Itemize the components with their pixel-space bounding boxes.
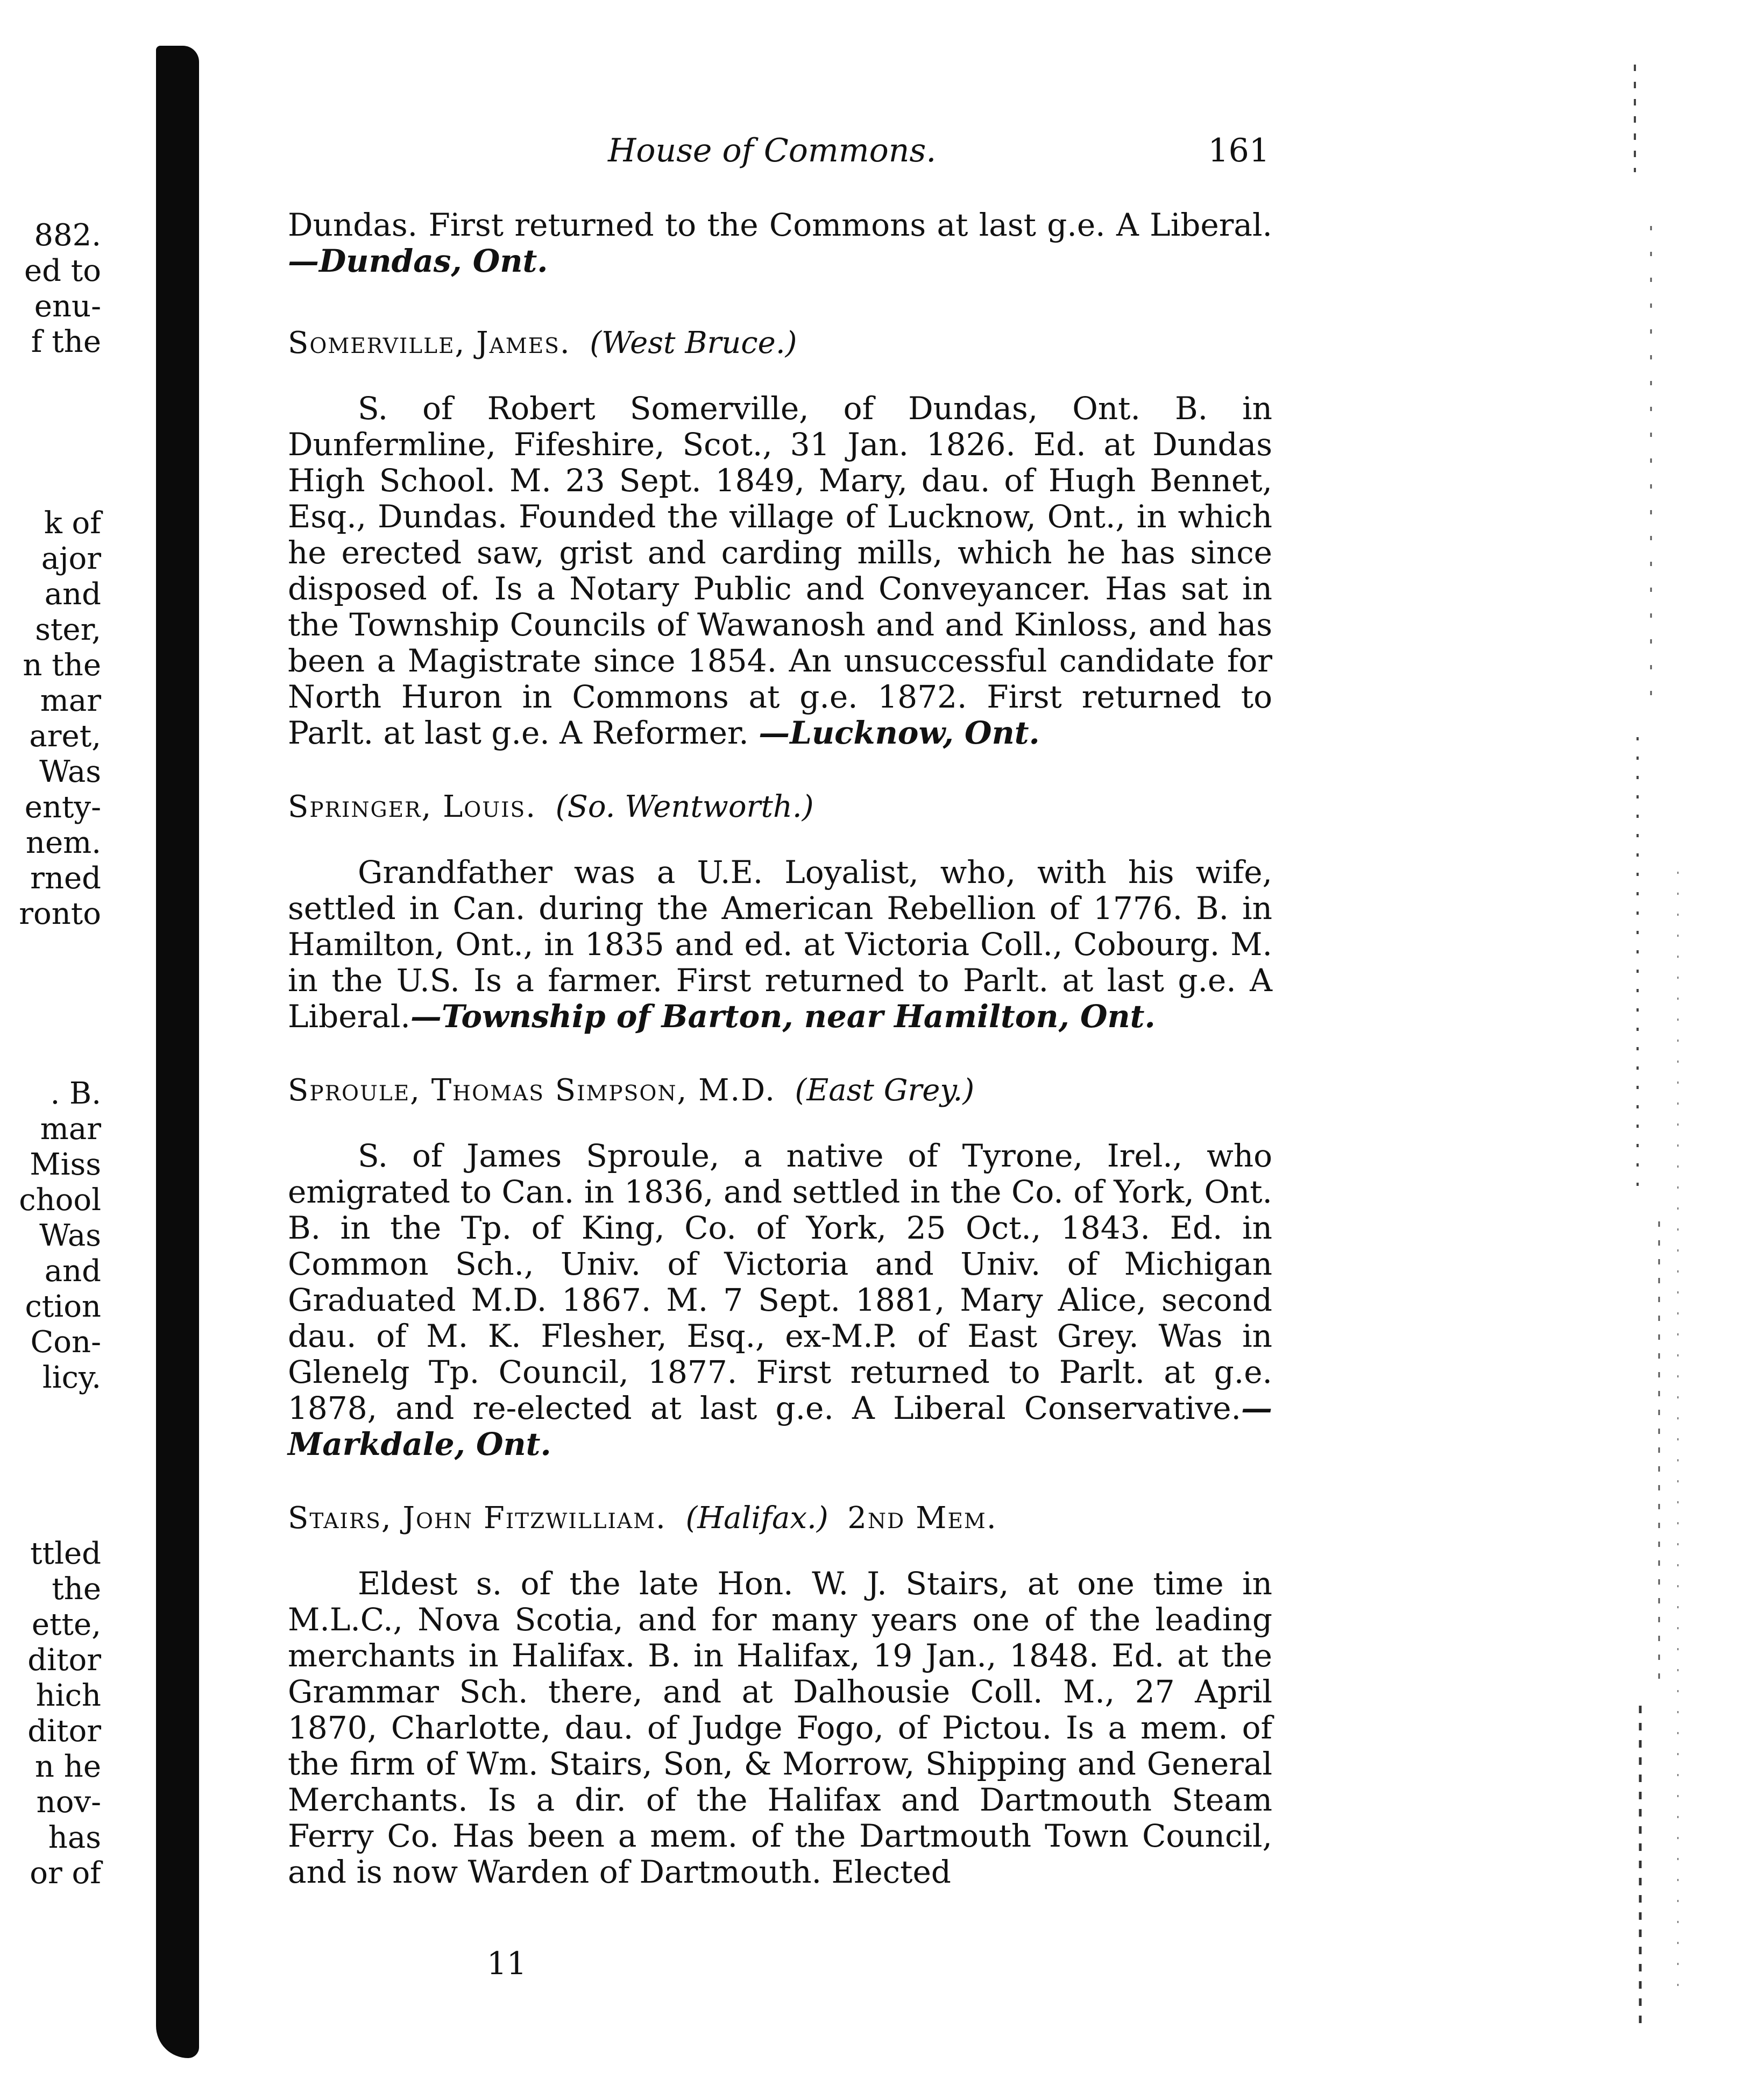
biography-entry (288, 1072, 1272, 1462)
riding: (So. Wentworth.) (555, 789, 814, 824)
left-page-fragment: 882. ed to enu- f the (24, 218, 101, 359)
entry-heading (288, 325, 1272, 361)
text-column (288, 207, 1272, 1928)
entry-body (288, 1138, 1272, 1462)
signature-mark: 11 (487, 1945, 527, 1982)
riding: (East Grey.) (795, 1073, 975, 1108)
entry-text: Eldest s. of the late Hon. W. J. Stairs, at one time in M.L.C., Nova Scotia, and for many years one of the leading merchants in Halifax. B. in Halifax, 19 Jan., 1848. Ed. at the Grammar Sch. there, and at Dalhousie Coll. M., 27 April 1870, Charlotte, dau. of Judge Fogo, of Pictou. Is a mem. of the firm of Wm. Stairs, Son, & Morrow, Shipping and General Merchants. Is a dir. of the Halifax and Dartmouth Steam Ferry Co. Has been a mem. of the Dartmouth Town Council, and is now Warden of Dartmouth. Elected (288, 1565, 1272, 1890)
biography-entry (288, 325, 1272, 751)
entry-body (288, 1566, 1272, 1890)
entry-residence: —Township of Barton, near Hamilton, Ont. (410, 998, 1156, 1035)
continuation-paragraph (288, 207, 1272, 279)
entry-text: S. of Robert Somerville, of Dundas, Ont. B. in Dunfermline, Fifeshire, Scot., 31 Jan. 1826. Ed. at Dundas High School. M. 23 Sept. 1849, Mary, dau. of Hugh Bennet, Esq., Dundas. Founded the village of Lucknow, Ont., in which he erected saw, grist and carding mills, which he has since disposed of. Is a Notary Public and Conveyancer. Has sat in the Township Councils of Wawanosh and and Kinloss, and has been a Magistrate since 1854. An unsuccessful candidate for North Huron in Commons at g.e. 1872. First returned to Parlt. at last g.e. A Reformer. (288, 390, 1272, 751)
entry-heading (288, 1500, 1272, 1536)
member-name: Somerville, James. (288, 326, 571, 361)
running-head: House of Commons. (608, 132, 937, 169)
continuation-residence: —Dundas, Ont. (288, 243, 548, 279)
riding: (Halifax.) (685, 1501, 828, 1536)
page-header (291, 132, 1270, 180)
entry-text: Grandfather was a U.E. Loyalist, who, with his wife, settled in Can. during the American Rebellion of 1776. B. in Hamilton, Ont., in 1835 and ed. at Victoria Coll., Cobourg. M. in the U.S. Is a farmer. First returned to Parlt. at last g.e. A Liberal. (288, 854, 1272, 1035)
member-name: Sproule, Thomas Simpson, M.D. (288, 1073, 776, 1108)
entry-heading (288, 1072, 1272, 1108)
member-name: Springer, Louis. (288, 789, 537, 824)
left-page-fragment: . B. mar Miss chool Was and ction Con- licy. (19, 1076, 101, 1395)
scan-edge-noise (1630, 65, 1694, 2055)
member-name: Stairs, John Fitzwilliam. (288, 1501, 667, 1536)
binding-shadow (156, 46, 199, 2058)
biography-entry (288, 789, 1272, 1035)
continuation-text: Dundas. First returned to the Commons at last g.e. A Liberal. (288, 207, 1272, 243)
entry-body (288, 391, 1272, 751)
entry-residence: —Lucknow, Ont. (759, 715, 1040, 751)
page-number: 161 (1208, 132, 1270, 169)
entry-residence: —Markdale, Ont. (288, 1390, 1272, 1462)
riding: (West Bruce.) (590, 326, 797, 361)
entry-text: S. of James Sproule, a native of Tyrone, Irel., who emigrated to Can. in 1836, and settled in the Co. of York, Ont. B. in the Tp. of King, Co. of York, 25 Oct., 1843. Ed. in Common Sch., Univ. of Victoria and Univ. of Michigan Graduated M.D. 1867. M. 7 Sept. 1881, Mary Alice, second dau. of M. K. Flesher, Esq., ex-M.P. of East Grey. Was in Glenelg Tp. Council, 1877. First returned to Parlt. at g.e. 1878, and re-elected at last g.e. A Liberal Conservative. (288, 1137, 1272, 1426)
left-page-fragment: k of ajor and ster, n the mar aret, Was enty- nem. rned ronto (19, 506, 101, 931)
biography-entry (288, 1500, 1272, 1890)
left-page-fragment: ttled the ette, ditor hich ditor n he nov- has or of (27, 1536, 101, 1891)
member-rank: 2nd Mem. (847, 1501, 997, 1536)
entry-body (288, 854, 1272, 1035)
entry-heading (288, 789, 1272, 825)
